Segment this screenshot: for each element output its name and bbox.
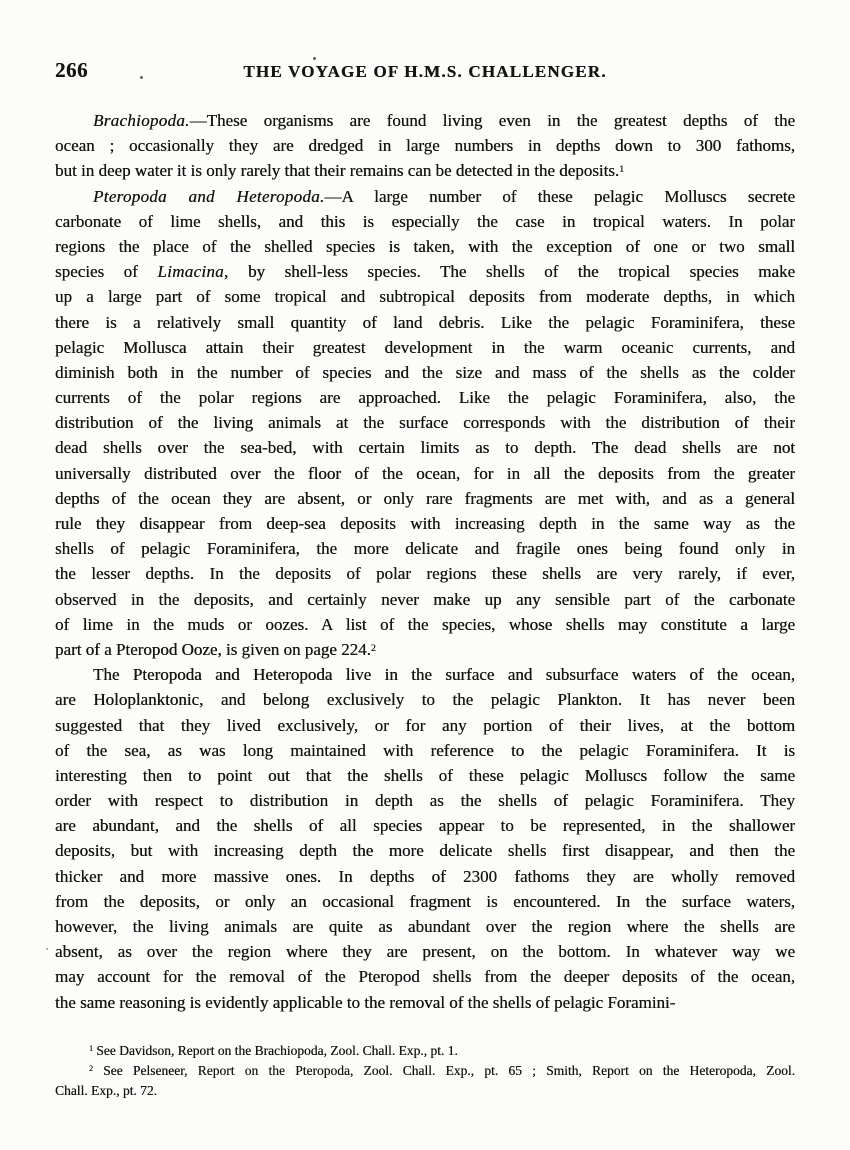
text-line: Brachiopoda.—These organisms are found living even in the greatest depths of the [93, 111, 795, 130]
text-line: absent, as over the region where they are present, on the bottom. In whatever way we [55, 942, 795, 962]
scan-speck [140, 76, 143, 79]
text-line: dead shells over the sea-bed, with certain limits as to depth. The dead shells are not [55, 438, 795, 458]
text-line: The Pteropoda and Heteropoda live in the surface and subsurface waters of the ocean, [93, 665, 795, 685]
text-line: thicker and more massive ones. In depths of 2300 fathoms they are wholly removed [55, 866, 795, 886]
text-line: $^2$ See Pelseneer, Report on the Pteropoda, Zool. Chall. Exp., pt. 65 ; Smith, Report on the Heteropoda, Zool. [89, 1063, 795, 1078]
text-line: order with respect to distribution in depth as the shells of pelagic Foraminifera. They [55, 791, 795, 811]
text-line: up a large part of some tropical and subtropical deposits from moderate depths, in which [55, 287, 795, 307]
text-line: deposits, but with increasing depth the more delicate shells first disappear, and then the [55, 841, 795, 861]
text-line: there is a relatively small quantity of land debris. Like the pelagic Foraminifera, these [55, 312, 795, 332]
text-line: are abundant, and the shells of all species appear to be represented, in the shallower [55, 816, 795, 836]
footnote [55, 1041, 795, 1061]
text-line: the lesser depths. In the deposits of polar regions these shells are very rarely, if ever, [55, 564, 795, 584]
text-line: of the sea, as was long maintained with reference to the pelagic Foraminifera. It is [55, 740, 795, 760]
text-line: are Holoplanktonic, and belong exclusively to the pelagic Plankton. It has never been [55, 690, 795, 710]
text-line: distribution of the living animals at the surface corresponds with the distribution of their [55, 413, 795, 433]
text-line: may account for the removal of the Pteropod shells from the deeper deposits of the ocean, [55, 967, 795, 987]
paragraph [55, 108, 795, 184]
text-line: diminish both in the number of species and the size and mass of the shells as the colder [55, 362, 795, 382]
text-line: carbonate of lime shells, and this is especially the case in tropical waters. In polar [55, 211, 795, 231]
text-line: of lime in the muds or oozes. A list of the species, whose shells may constitute a large [55, 614, 795, 634]
footnote [55, 1061, 795, 1101]
page-number: 266 [55, 58, 88, 82]
text-line: Chall. Exp., pt. 72. [55, 1083, 157, 1098]
running-title: THE VOYAGE OF H.M.S. CHALLENGER. [243, 62, 607, 81]
paragraph [55, 662, 795, 1015]
text-line: however, the living animals are quite as abundant over the region where the shells are [55, 917, 795, 936]
text-line: but in deep water it is only rarely that their remains can be detected in the deposits.$^1$ [55, 161, 625, 181]
text-line: shells of pelagic Foraminifera, the more delicate and fragile ones being found only in [55, 539, 795, 559]
text-line: ocean ; occasionally they are dredged in large numbers in depths down to 300 fathoms, [55, 136, 795, 156]
text-line: from the deposits, or only an occasional fragment is encountered. In the surface waters, [55, 891, 795, 911]
scan-speck [46, 948, 48, 950]
text-line: depths of the ocean they are absent, or only rare fragments are met with, and as a general [55, 488, 795, 508]
text-line: Pteropoda and Heteropoda.—A large number of these pelagic Molluscs secrete [93, 186, 795, 206]
text-line: interesting then to point out that the shells of these pelagic Molluscs follow the same [55, 765, 795, 785]
text-line: suggested that they lived exclusively, or for any portion of their lives, at the bottom [55, 715, 795, 735]
text-line: currents of the polar regions are approached. Like the pelagic Foraminifera, also, the [55, 388, 795, 408]
text-line: observed in the deposits, and certainly never make up any sensible part of the carbonate [55, 589, 795, 609]
scan-speck [313, 57, 316, 60]
page-body-text [55, 108, 795, 1015]
text-line: part of a Pteropod Ooze, is given on page 224.$^2$ [55, 639, 376, 659]
text-line: $^1$ See Davidson, Report on the Brachiopoda, Zool. Chall. Exp., pt. 1. [89, 1043, 458, 1058]
paragraph [55, 184, 795, 663]
text-line: pelagic Mollusca attain their greatest development in the warm oceanic currents, and [55, 337, 795, 357]
text-line: species of Limacina, by shell-less species. The shells of the tropical species make [55, 262, 795, 282]
text-line: the same reasoning is evidently applicable to the removal of the shells of pelagic Foramini- [55, 992, 676, 1012]
text-line: universally distributed over the floor of the ocean, for in all the deposits from the greater [55, 463, 795, 483]
text-line: rule they disappear from deep-sea deposits with increasing depth in the same way as the [55, 514, 795, 533]
footnotes [55, 1041, 795, 1101]
text-line: regions the place of the shelled species is taken, with the exception of one or two small [55, 236, 795, 256]
